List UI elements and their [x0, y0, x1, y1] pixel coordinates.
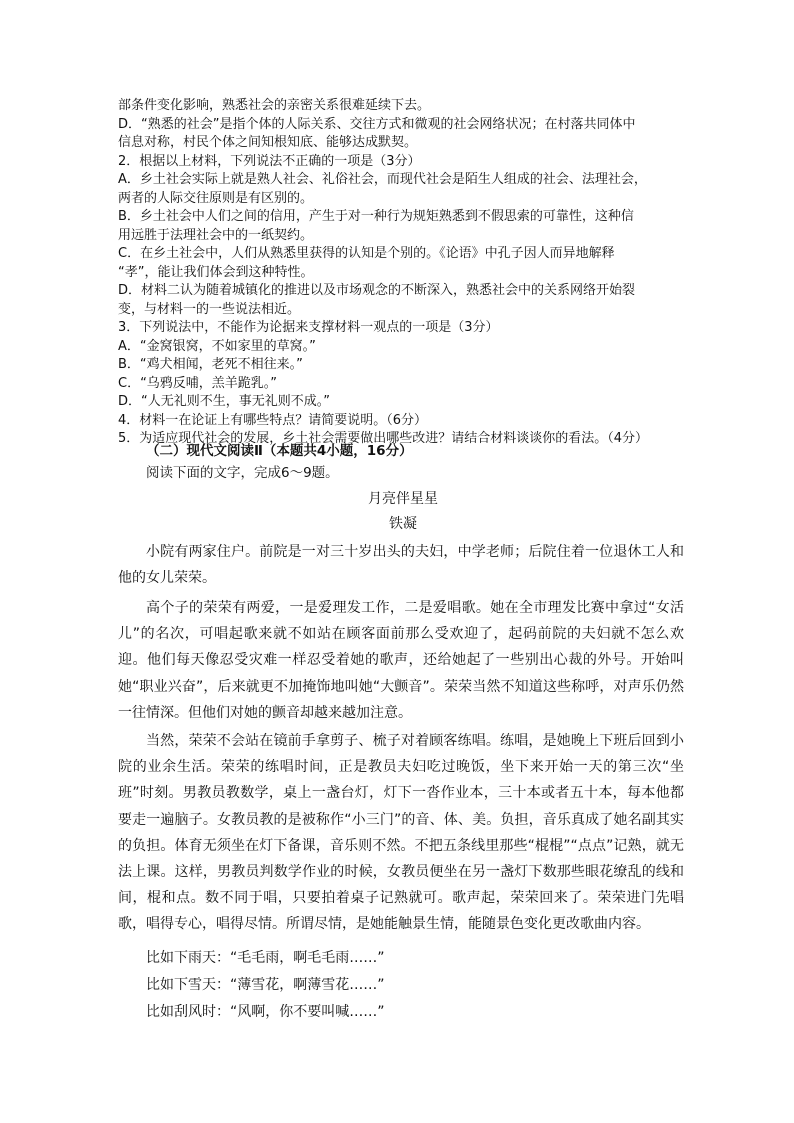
q2-option-b-line1: B．乡土社会中人们之间的信用，产生于对一种行为规矩熟悉到不假思索的可靠性，这种信: [118, 209, 634, 224]
question-4: 4．材料一在论证上有哪些特点？请简要说明。（6分）: [118, 412, 428, 428]
q2-option-c-line1: C．在乡土社会中，人们从熟悉里获得的认知是个别的。《论语》中孔子因人而异地解释: [118, 246, 615, 261]
paragraph-5: 比如下雪天：“薄雪花，啊薄雪花……”: [146, 977, 385, 993]
q3-option-b: B．“鸡犬相闻，老死不相往来。”: [118, 357, 303, 372]
q2-option-c-line2: “孝”，能让我们体会到这种特性。: [118, 264, 314, 280]
story-title: 月亮伴星星: [368, 491, 438, 507]
paragraph-1: 小院有两家住户。前院是一对三十岁出头的夫妇，中学老师；后院住着一位退休工人和他的女儿荣荣。: [118, 544, 684, 587]
q2-option-d-line1: D．材料二认为随着城镇化的推进以及市场观念的不断深入，熟悉社会中的关系网络开始裂: [118, 283, 636, 298]
option-d-line1: D．“熟悉的社会”是指个体的人际关系、交往方式和微观的社会网络状况；在村落共同体中: [118, 116, 636, 132]
option-d-line2: 信息对称，村民个体之间知根知底、能够达成默契。: [118, 135, 418, 150]
q3-option-a: A．“金窝银窝，不如家里的草窝。”: [118, 338, 316, 354]
paragraph-3: 当然，荣荣不会站在镜前手拿剪子、梳子对着顾客练唱。练唱，是她晚上下班后回到小院的业余生活。荣荣的练唱时间，正是教员夫妇吃过晚饭，坐下来开始一天的第三次“坐班”时刻。男教员教数学，桌上一盏台灯，灯下一沓作业本，三十本或者五十本，每本他都要走一遍脑子。女教员教的是被称作“小三门”的音、体、美。负担，音乐真成了她名副其实的负担。体育无须坐在灯下备课，音乐则不然。不把五条线里那些“棍棍”“点点”记熟，就无法上课。这样，男教员判数学作业的时候，女教员便坐在另一盏灯下数那些眼花缭乱的线和间，棍和点。数不同于唱，只要拍着桌子记熟就可。歌声起，荣荣回来了。荣荣进门先唱歌，唱得专心，唱得尽情。所谓尽情，是她能触景生情，能随景色变化更改歌曲内容。: [118, 733, 684, 933]
q2-option-a-line2: 两者的人际交往原则是有区别的。: [118, 190, 314, 206]
question-3-stem: 3．下列说法中，不能作为论据来支撑材料一观点的一项是（3分）: [118, 320, 499, 335]
text-line: 部条件变化影响，熟悉社会的亲密关系很难延续下去。: [118, 98, 431, 113]
paragraph-2: 高个子的荣荣有两爱，一是爱理发工作，二是爱唱歌。她在全市理发比赛中拿过“女活儿”的名次，可唱起歌来就不如站在顾客面前那么受欢迎了，起码前院的夫妇就不怎么欢迎。他们每天像忍受灾难一样忍受着她的歌声，还给她起了一些别出心裁的外号。开始叫她“职业兴奋”，后来就更不加掩饰地叫她“大颤音”。荣荣当然不知道这些称呼，对声乐仍然一往情深。但他们对她的颤音却越来越加注意。: [118, 600, 684, 721]
question-5: 5．为适应现代社会的发展，乡土社会需要做出哪些改进？请结合材料谈谈你的看法。（4分）: [118, 431, 649, 446]
q2-option-b-line2: 用远胜于法理社会中的一纸契约。: [118, 227, 314, 243]
section-title: （二）现代文阅读Ⅱ（本题共4小题，16分）: [146, 443, 413, 459]
reading-instruction: 阅读下面的文字，完成6～9题。: [146, 465, 339, 481]
story-author: 铁凝: [389, 516, 417, 532]
q2-option-d-line2: 变，与材料一的一些说法相近。: [118, 301, 301, 317]
q2-option-a-line1: A．乡土社会实际上就是熟人社会、礼俗社会，而现代社会是陌生人组成的社会、法理社会，: [118, 172, 647, 187]
q3-option-d: D．“人无礼则不生，事无礼则不成。”: [118, 394, 330, 409]
q3-option-c: C．“乌鸦反哺，羔羊跪乳。”: [118, 375, 278, 391]
paragraph-4: 比如下雨天：“毛毛雨，啊毛毛雨……”: [146, 950, 385, 966]
paragraph-6: 比如刮风时：“风啊，你不要叫喊……”: [146, 1004, 385, 1020]
question-2-stem: 2．根据以上材料，下列说法不正确的一项是（3分）: [118, 153, 421, 169]
